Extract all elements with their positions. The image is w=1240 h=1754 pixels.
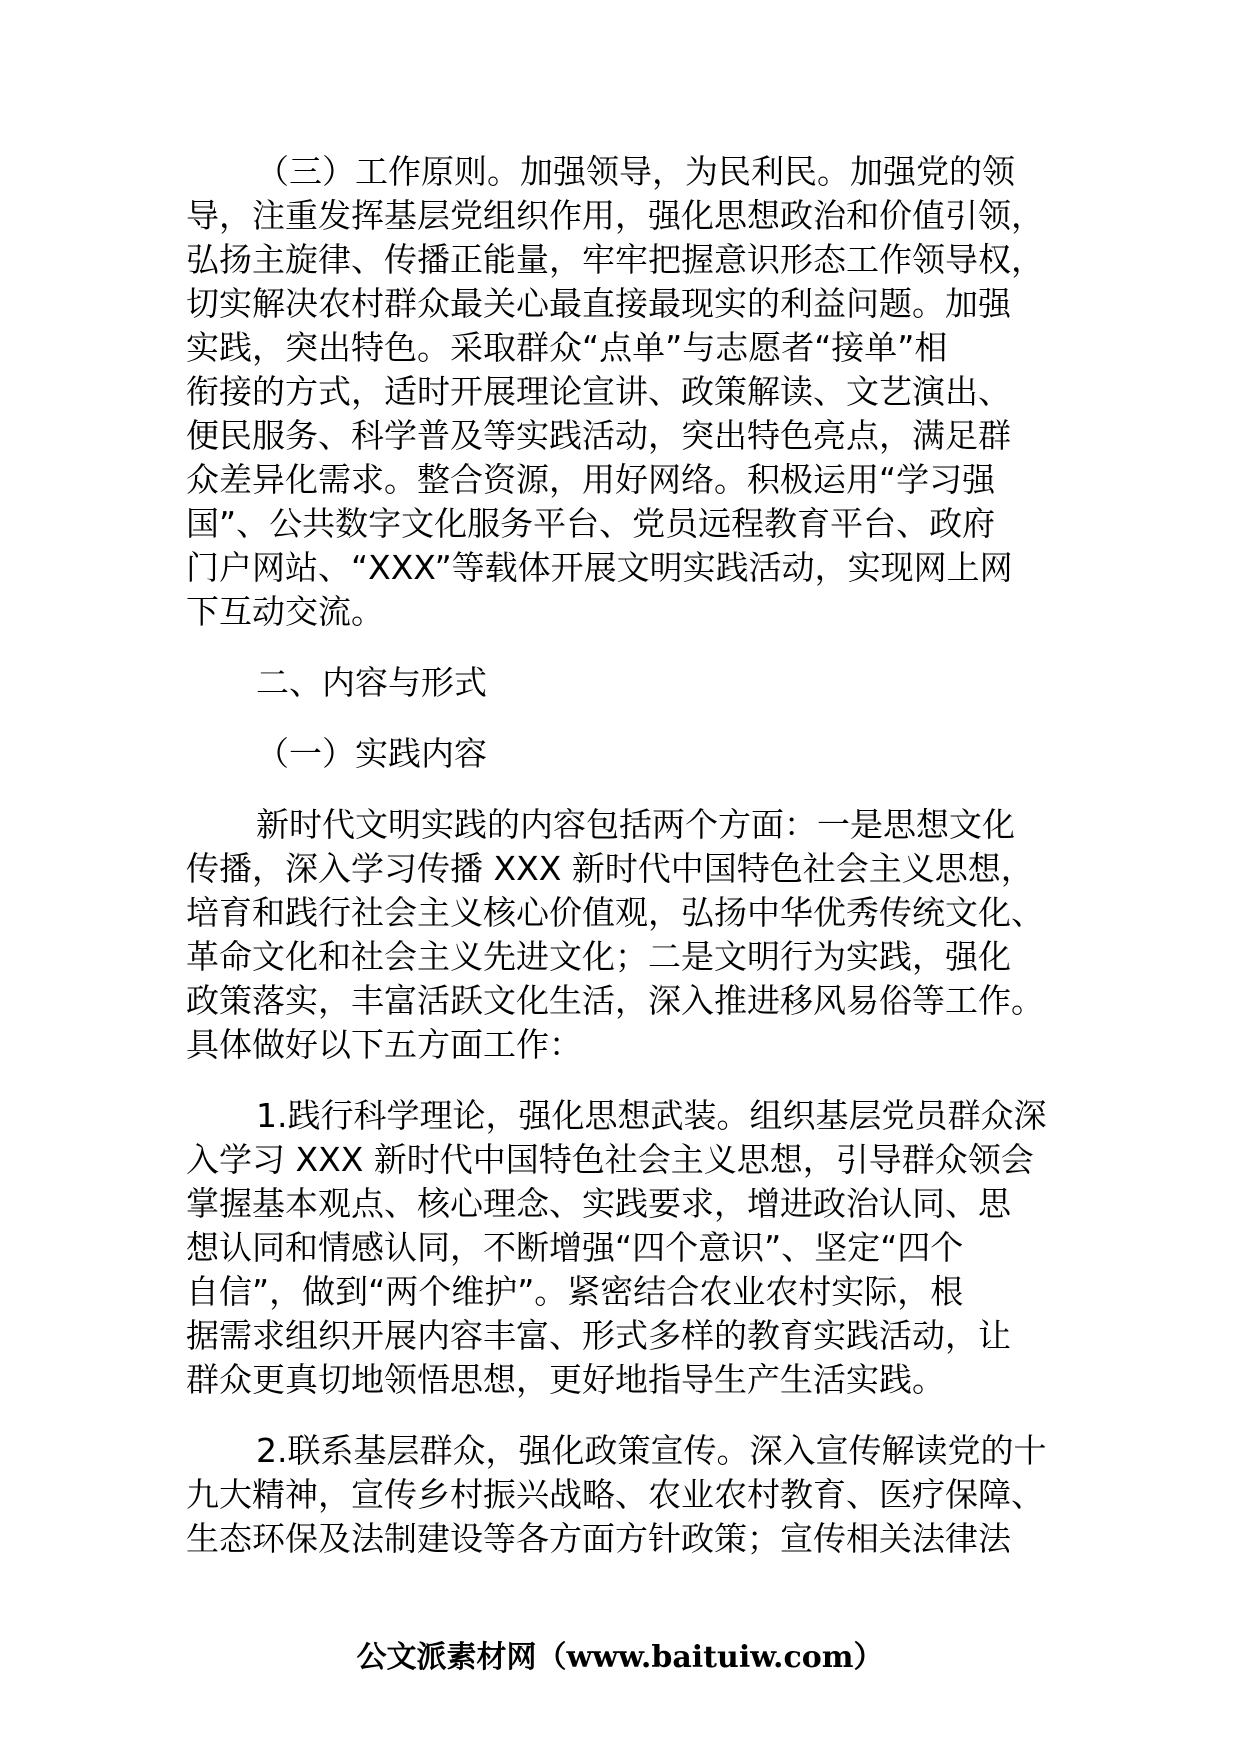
content-paragraph — [186, 803, 1058, 1067]
text-line: 2.联系基层群众，强化政策宣传。深入宣传解读党的十 — [256, 1431, 1047, 1470]
document-body — [186, 150, 1058, 1588]
item2-paragraph — [186, 1429, 1058, 1561]
text-line: 革命文化和社会主义先进文化；二是文明行为实践，强化 — [186, 937, 1011, 976]
text-line: 培育和践行社会主义核心价值观，弘扬中华优秀传统文化、 — [186, 893, 1044, 932]
text-line: 切实解决农村群众最关心最直接最现实的利益问题。加强 — [186, 284, 1011, 323]
text-line: 众差异化需求。整合资源，用好网络。积极运用“学习强 — [186, 460, 996, 499]
subsection-heading: （一）实践内容 — [256, 734, 487, 773]
text-line: 具体做好以下五方面工作： — [186, 1025, 582, 1064]
text-line: 弘扬主旋律、传播正能量，牢牢把握意识形态工作领导权， — [186, 240, 1044, 279]
principles-paragraph — [186, 150, 1058, 634]
text-line: 九大精神，宣传乡村振兴战略、农业农村教育、医疗保障、 — [186, 1475, 1044, 1514]
item1-paragraph — [186, 1094, 1058, 1402]
section-heading: 二、内容与形式 — [256, 663, 487, 702]
text-line: 导，注重发挥基层党组织作用，强化思想政治和价值引领， — [186, 196, 1044, 235]
text-line: 实践，突出特色。采取群众“点单”与志愿者“接单”相 — [186, 328, 948, 367]
text-line: 自信”，做到“两个维护”。紧密结合农业农村实际，根 — [186, 1272, 964, 1311]
text-line: 入学习 XXX 新时代中国特色社会主义思想，引导群众领会 — [186, 1140, 1034, 1179]
text-line: 群众更真切地领悟思想，更好地指导生产生活实践。 — [186, 1360, 945, 1399]
text-line: 门户网站、“XXX”等载体开展文明实践活动，实现网上网 — [186, 548, 1013, 587]
text-line: 政策落实，丰富活跃文化生活，深入推进移风易俗等工作。 — [186, 981, 1044, 1020]
text-line: 想认同和情感认同，不断增强“四个意识”、坚定“四个 — [186, 1228, 964, 1267]
text-line: 便民服务、科学普及等实践活动，突出特色亮点，满足群 — [186, 416, 1011, 455]
text-line: 传播，深入学习传播 XXX 新时代中国特色社会主义思想， — [186, 849, 1034, 888]
text-line: 国”、公共数字文化服务平台、党员远程教育平台、政府 — [186, 504, 996, 543]
text-line: 1.践行科学理论，强化思想武装。组织基层党员群众深 — [256, 1096, 1047, 1135]
text-line: 据需求组织开展内容丰富、形式多样的教育实践活动，让 — [186, 1316, 1011, 1355]
text-line: 新时代文明实践的内容包括两个方面：一是思想文化 — [256, 805, 1015, 844]
footer-watermark: 公文派素材网（www.baituiw.com） — [356, 1640, 884, 1675]
text-line: 衔接的方式，适时开展理论宣讲、政策解读、文艺演出、 — [186, 372, 1011, 411]
text-line: （三）工作原则。加强领导，为民利民。加强党的领 — [256, 152, 1015, 191]
text-line: 生态环保及法制建设等各方面方针政策；宣传相关法律法 — [186, 1519, 1011, 1558]
text-line: 下互动交流。 — [186, 592, 384, 631]
text-line: 掌握基本观点、核心理念、实践要求，增进政治认同、思 — [186, 1184, 1011, 1223]
